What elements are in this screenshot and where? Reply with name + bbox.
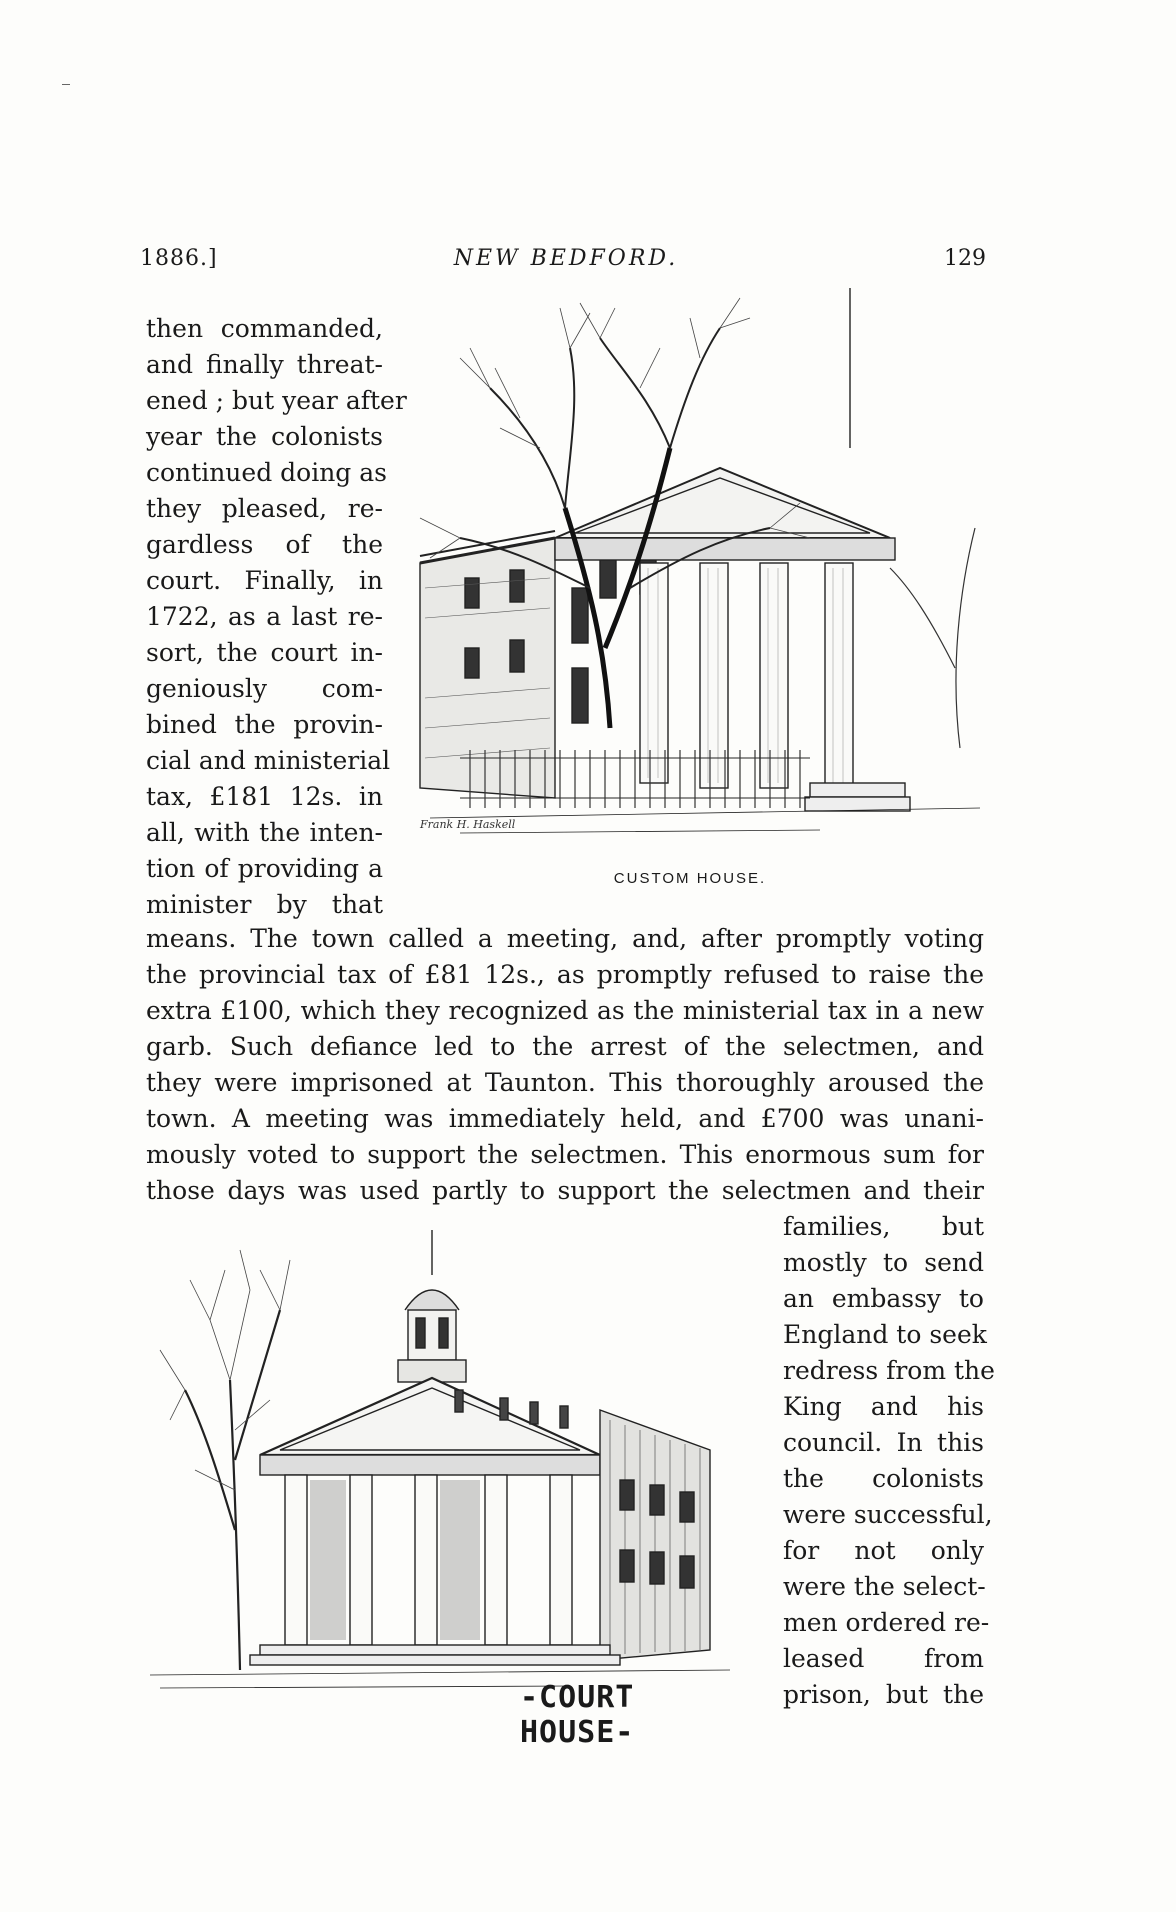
svg-text:Frank H. Haskell: Frank H. Haskell [420,818,516,831]
text-line: court. Finally, in [146,566,383,595]
custom-house-illustration [400,288,990,848]
text-line: then commanded, [146,314,383,343]
text-line: King and his [783,1392,984,1421]
text-line: tax, £181 12s. in [146,782,383,811]
text-line: those days was used partly to support the selectmen and their [146,1176,984,1205]
text-line: extra £100, which they recognized as the ministerial tax in a new [146,996,984,1025]
text-line: geniously com- [146,674,383,703]
text-line: council. In this [783,1428,984,1457]
text-line: families, but [783,1212,984,1241]
text-line: were successful, [783,1500,993,1529]
text-line: cial and ministerial [146,746,391,775]
stray-mark [62,84,70,85]
header-title: NEW BEDFORD. [453,246,679,271]
page-number: 129 [944,246,986,271]
text-line: gardless of the [146,530,383,559]
text-line: all, with the inten- [146,818,383,847]
running-header [140,246,992,278]
text-line: leased from [783,1644,984,1673]
text-line: 1722, as a last re- [146,602,383,631]
text-line: ened ; but year after [146,386,407,415]
text-line: were the select- [783,1572,986,1601]
court-house-illustration [150,1230,750,1700]
text-line: and finally threat- [146,350,383,379]
header-year: 1886.] [140,246,218,271]
text-line: tion of providing a [146,854,383,883]
text-line: England to seek [783,1320,987,1349]
text-line: men ordered re- [783,1608,990,1637]
text-line: an embassy to [783,1284,984,1313]
text-line: the colonists [783,1464,984,1493]
text-line: town. A meeting was immediately held, and £700 was unani- [146,1104,984,1133]
text-line: bined the provin- [146,710,383,739]
text-line: redress from the [783,1356,995,1385]
text-line: mously voted to support the selectmen. This enormous sum for [146,1140,984,1169]
court-house-caption: -COURT HOUSE- [520,1680,635,1750]
text-line: garb. Such defiance led to the arrest of the selectmen, and [146,1032,984,1061]
text-line: they were imprisoned at Taunton. This thoroughly aroused the [146,1068,984,1097]
text-line: the provincial tax of £81 12s., as promptly refused to raise the [146,960,984,989]
text-line: continued doing as [146,458,387,487]
text-line: prison, but the [783,1680,984,1709]
text-line: they pleased, re- [146,494,383,523]
text-line: for not only [783,1536,984,1565]
custom-house-caption: CUSTOM HOUSE. [613,870,767,887]
text-line: sort, the court in- [146,638,383,667]
text-line: year the colonists [146,422,383,451]
text-line: means. The town called a meeting, and, after promptly voting [146,924,984,953]
text-line: mostly to send [783,1248,984,1277]
text-line: minister by that [146,890,383,919]
